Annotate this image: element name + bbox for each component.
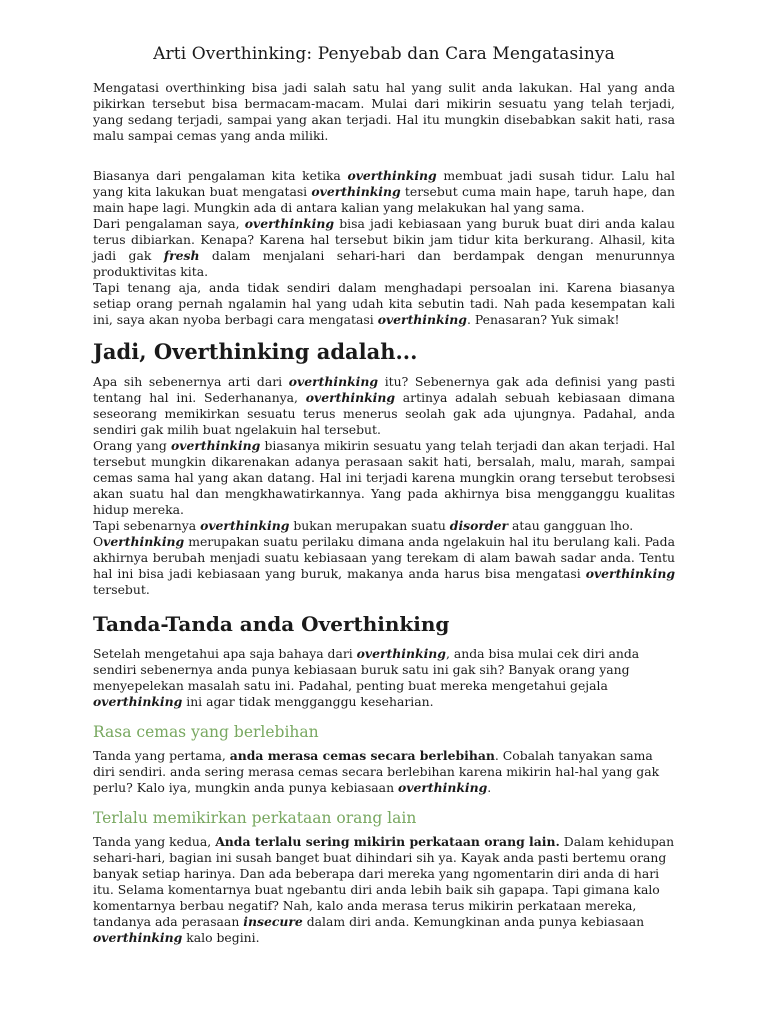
definition-paragraph-1: Apa sih sebenernya arti dari overthinking itu? Sebenernya gak ada definisi yang pasti tentang hal ini. Sederhananya, overthinking artinya adalah sebuah kebiasaan dimana seseorang memikirkan sesuatu terus menerus seolah gak ada ujungnya. Padahal, anda sendiri gak milih buat ngelakuin hal tersebut. — [93, 374, 675, 437]
definition-paragraph-4: Overthinking merupakan suatu perilaku dimana anda ngelakuin hal itu berulang kali. Pada akhirnya berubah menjadi suatu kebiasaan yang terekam di alam bawah sadar anda. Tentu hal ini bisa jadi kebiasaan yang buruk, makanya anda harus bisa mengatasi overthinking tersebut. — [93, 534, 675, 597]
intro-paragraph-4: Tapi tenang aja, anda tidak sendiri dalam menghadapi persoalan ini. Karena biasanya setiap orang pernah ngalamin hal yang udah kita sebutin tadi. Nah pada kesempatan kali ini, saya akan nyoba berbagi cara mengatasi overthinking. Penasaran? Yuk simak! — [93, 280, 675, 327]
subheading-anxiety: Rasa cemas yang berlebihan — [93, 723, 319, 741]
document-title: Arti Overthinking: Penyebab dan Cara Mengatasinya — [153, 44, 615, 64]
section-heading-definition: Jadi, Overthinking adalah... — [93, 339, 418, 364]
signs-paragraph-1: Setelah mengetahui apa saja bahaya dari overthinking, anda bisa mulai cek diri anda sendiri sebenernya anda punya kebiasaan buruk satu ini gak sih? Banyak orang yang menyepelekan masalah satu ini. Padahal, penting buat mereka mengetahui gejala overthinking ini agar tidak mengganggu keseharian. — [93, 646, 640, 709]
intro-paragraph-1: Mengatasi overthinking bisa jadi salah satu hal yang sulit anda lakukan. Hal yang anda pikirkan tersebut bisa bermacam-macam. Mulai dari mikirin sesuatu yang telah terjadi, yang sedang terjadi, sampai yang akan terjadi. Hal itu mungkin disebabkan sakit hati, rasa malu sampai cemas yang anda miliki. — [93, 80, 675, 143]
document-body — [93, 80, 675, 946]
subheading-others-words: Terlalu memikirkan perkataan orang lain — [93, 809, 417, 827]
others-words-paragraph: Tanda yang kedua, Anda terlalu sering mikirin perkataan orang lain. Dalam kehidupan sehari-hari, bagian ini susah banget buat dihindari sih ya. Kayak anda pasti bertemu orang banyak setiap harinya. Dan ada beberapa dari mereka yang ngomentarin diri anda di hari itu. Selama komentarnya buat ngebantu diri anda lebih baik sih gapapa. Tapi gimana kalo komentarnya berbau negatif? Nah, kalo anda merasa terus mikirin perkataan mereka, tandanya ada perasaan insecure dalam diri anda. Kemungkinan anda punya kebiasaan overthinking kalo begini. — [93, 834, 675, 945]
anxiety-paragraph: Tanda yang pertama, anda merasa cemas secara berlebihan. Cobalah tanyakan sama diri sendiri. anda sering merasa cemas secara berlebihan karena mikirin hal-hal yang gak perlu? Kalo iya, mungkin anda punya kebiasaan overthinking. — [93, 748, 660, 795]
definition-paragraph-3: Tapi sebenarnya overthinking bukan merupakan suatu disorder atau gangguan lho. — [93, 518, 634, 533]
section-heading-signs: Tanda-Tanda anda Overthinking — [93, 612, 450, 636]
intro-paragraph-2: Biasanya dari pengalaman kita ketika overthinking membuat jadi susah tidur. Lalu hal yang kita lakukan buat mengatasi overthinking tersebut cuma main hape, taruh hape, dan main hape lagi. Mungkin ada di antara kalian yang melakukan hal yang sama. — [93, 168, 676, 215]
definition-paragraph-2: Orang yang overthinking biasanya mikirin sesuatu yang telah terjadi dan akan terjadi. Hal tersebut mungkin dikarenakan adanya perasaan sakit hati, bersalah, malu, marah, sampai cemas sama hal yang akan datang. Hal ini terjadi karena mungkin orang tersebut terobsesi akan suatu hal dan mengkhawatirkannya. Yang pada akhirnya bisa mengganggu kualitas hidup mereka. — [93, 438, 675, 517]
intro-paragraph-3: Dari pengalaman saya, overthinking bisa jadi kebiasaan yang buruk buat diri anda kalau terus dibiarkan. Kenapa? Karena hal tersebut bikin jam tidur kita berkurang. Alhasil, kita jadi gak fresh dalam menjalani sehari-hari dan berdampak dengan menurunnya produktivitas kita. — [93, 216, 676, 279]
